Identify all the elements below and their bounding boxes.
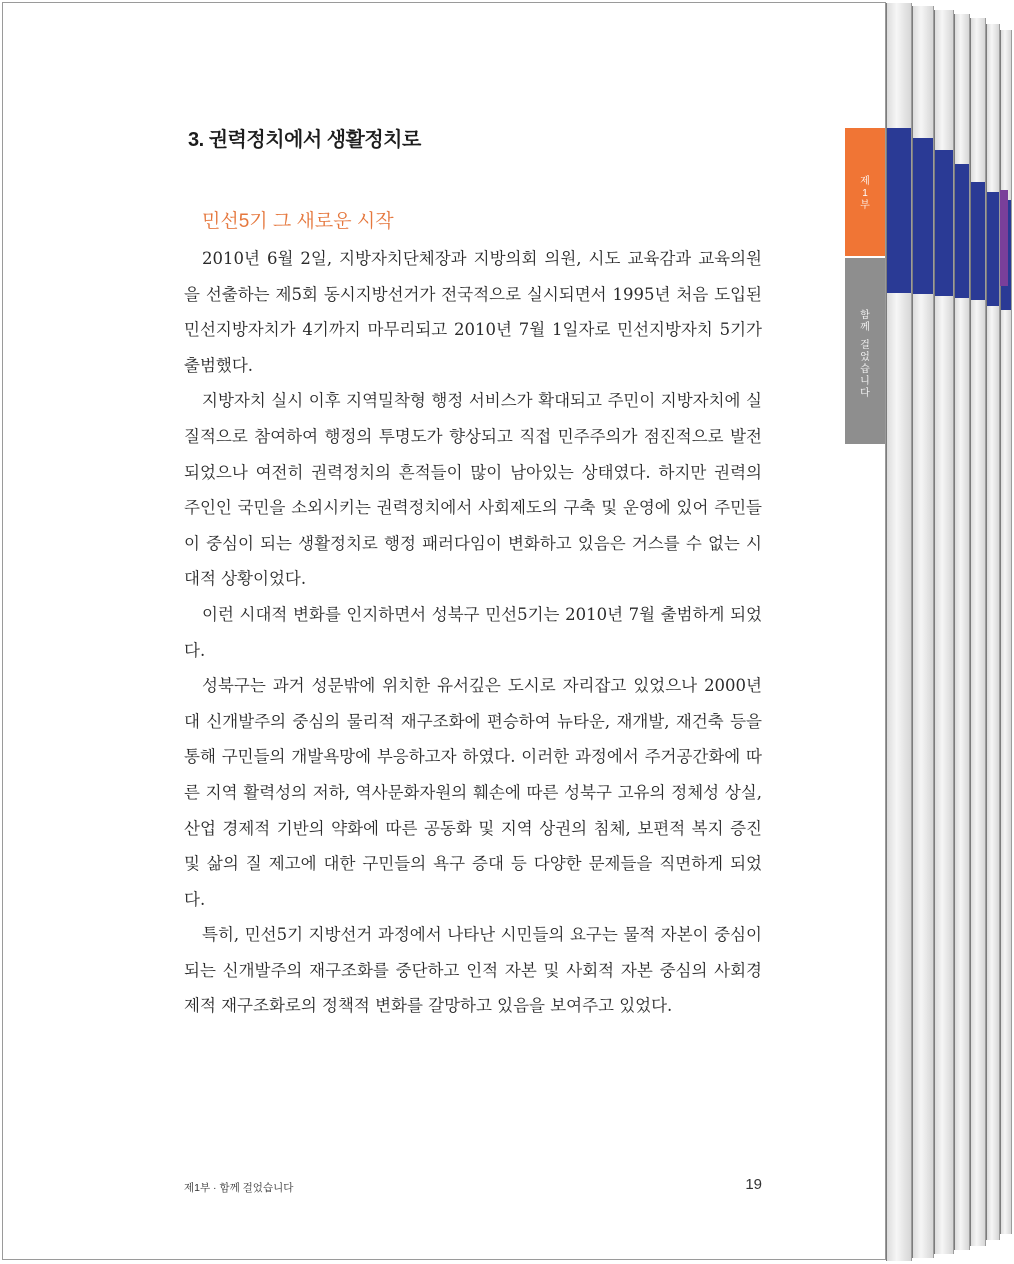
page-edge — [986, 24, 1000, 1240]
tab-char: 니 — [860, 376, 870, 387]
body-text — [184, 241, 762, 1024]
page-edge — [954, 14, 970, 1250]
page-edge — [886, 3, 912, 1261]
paragraph: 성북구는 과거 성문밖에 위치한 유서깊은 도시로 자리잡고 있었으나 2000년대 신개발주의 중심의 물리적 재구조화에 편승하여 뉴타운, 재개발, 재건축 등을 통해 구민들의 개발욕망에 부응하고자 하였다. 이러한 과정에서 주거공간화에 따른 지역 활력성의 저하, 역사문화자원의 훼손에 따른 성북구 고유의 정체성 상실, 산업 경제적 기반의 약화에 따른 공동화 및 지역 상권의 침체, 보편적 복지 증진 및 삶의 질 제고에 대한 구민들의 욕구 증대 등 다양한 문제들을 직면하게 되었다. — [184, 676, 762, 909]
tab-char: 부 — [860, 200, 870, 211]
section-title: 3. 권력정치에서 생활정치로 — [188, 129, 421, 151]
paragraph: 특히, 민선5기 지방선거 과정에서 나타난 시민들의 요구는 물적 자본이 중심이 되는 신개발주의 재구조화를 중단하고 인적 자본 및 사회적 자본 중심의 사회경제적 재구조화로의 정책적 변화를 갈망하고 있음을 보여주고 있었다. — [184, 925, 762, 1016]
magenta-tab-sliver — [1000, 190, 1008, 286]
tab-char: 함 — [860, 310, 870, 321]
tab-char: 다 — [860, 388, 870, 399]
tab-char: 께 — [860, 322, 870, 333]
chapter-tab-title[interactable] — [845, 258, 885, 444]
tab-char: 습 — [860, 364, 870, 375]
running-footer: 제1부 · 함께 걸었습니다 — [184, 1182, 294, 1194]
paragraph: 이런 시대적 변화를 인지하면서 성북구 민선5기는 2010년 7월 출범하게 되었다. — [184, 604, 762, 660]
tab-char: 제 — [860, 176, 870, 187]
page-edge — [970, 18, 986, 1246]
page-edge — [912, 6, 934, 1258]
tab-char: 었 — [860, 352, 870, 363]
paragraph: 2010년 6월 2일, 지방자치단체장과 지방의회 의원, 시도 교육감과 교육의원을 선출하는 제5회 동시지방선거가 전국적으로 실시되면서 1995년 처음 도입된 민선지방자치가 4기까지 마무리되고 2010년 7월 1일자로 민선지방자치 5기가 출범했다. — [184, 249, 762, 375]
tab-char: 걸 — [860, 340, 870, 351]
page-edge — [934, 10, 954, 1254]
chapter-tab-active[interactable] — [845, 128, 885, 256]
page-number: 19 — [745, 1176, 762, 1193]
paragraph: 지방자치 실시 이후 지역밀착형 행정 서비스가 확대되고 주민이 지방자치에 실질적으로 참여하여 행정의 투명도가 향상되고 직접 민주주의가 점진적으로 발전되었으나 여전히 권력정치의 흔적들이 많이 남아있는 상태였다. 하지만 권력의 주인인 국민을 소외시키는 권력정치에서 사회제도의 구축 및 운영에 있어 주민들이 중심이 되는 생활정치로 행정 패러다임이 변화하고 있음은 거스를 수 없는 시대적 상황이었다. — [184, 391, 762, 589]
chapter-tab-label — [845, 176, 885, 212]
chapter-tab-title-label — [845, 310, 885, 400]
subsection-title: 민선5기 그 새로운 시작 — [202, 211, 394, 232]
tab-char: 1 — [862, 188, 868, 199]
